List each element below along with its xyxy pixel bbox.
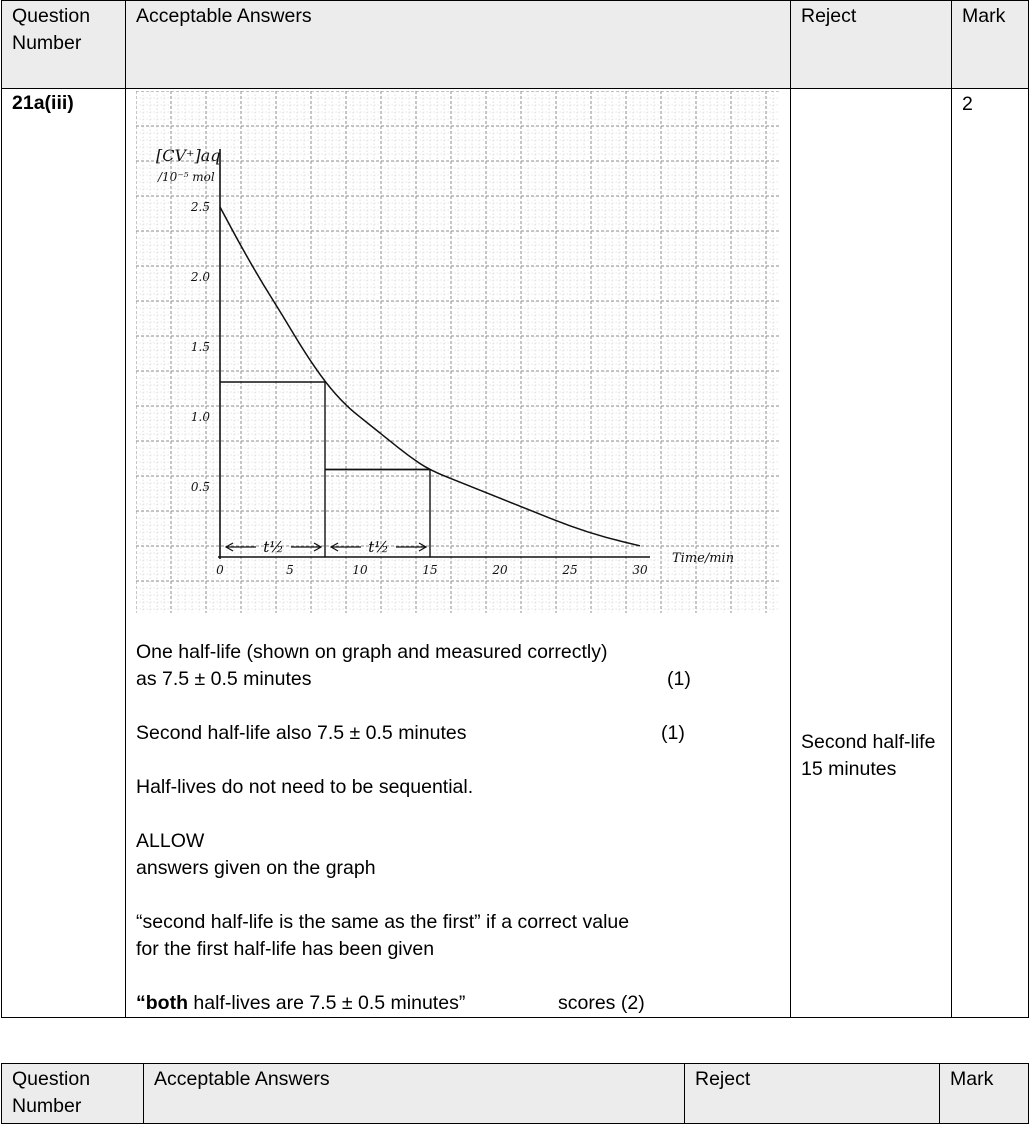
header-question-number: Question Number — [12, 1068, 91, 1117]
answer-para-2 — [136, 720, 780, 747]
header-acceptable-answers: Acceptable Answers — [136, 5, 312, 27]
header-mark: Mark — [962, 5, 1006, 27]
header-row — [2, 1064, 1029, 1124]
header-reject: Reject — [695, 1068, 751, 1090]
y-tick-label: 1.5 — [190, 340, 210, 354]
x-tick-label: 5 — [286, 563, 294, 577]
header-question-number: Question Number — [12, 5, 91, 54]
x-tick-label: 15 — [422, 563, 438, 577]
graph-paper-grid — [136, 91, 779, 613]
header-reject: Reject — [801, 5, 857, 27]
graph-labels — [156, 146, 734, 577]
answer-line: “second half-life is the same as the first” if a correct value — [136, 911, 630, 933]
x-axis-label: Time/min — [672, 551, 735, 566]
x-tick-label: 10 — [352, 563, 368, 577]
answer-para-4 — [136, 828, 780, 882]
y-tick-label: 1.0 — [190, 410, 210, 424]
half-life-construction — [220, 382, 430, 557]
y-axis-label-line2: /10⁻⁵ mol — [158, 170, 215, 184]
question-number: 21a(iii) — [12, 92, 74, 114]
spacer — [136, 693, 780, 720]
spacer — [136, 747, 780, 774]
y-tick-label: 0.5 — [190, 480, 210, 494]
answer-para-3: Half-lives do not need to be sequential. — [136, 776, 474, 798]
y-tick-label: 2.0 — [190, 270, 210, 284]
answer-line — [136, 990, 465, 1017]
half-life-graph — [136, 91, 779, 613]
answer-row — [2, 89, 1029, 1018]
half-life-2-arrow-label: t½ — [368, 538, 389, 556]
mark-allocation: (1) — [661, 722, 685, 744]
answer-line: One half-life (shown on graph and measured correctly) — [136, 641, 608, 663]
emphasis-text: “both — [136, 992, 188, 1014]
answer-para-1 — [136, 639, 780, 693]
spacer — [136, 963, 780, 990]
answer-para-5 — [136, 909, 780, 963]
mark-allocation: (1) — [667, 668, 691, 690]
answer-line-with-mark — [136, 666, 780, 693]
answer-line-rest: half-lives are 7.5 ± 0.5 minutes” — [187, 992, 466, 1014]
header-mark: Mark — [950, 1068, 994, 1090]
x-tick-label: 20 — [492, 563, 508, 577]
y-axis-label-line1: [CV⁺]aq — [156, 146, 221, 165]
x-tick-label: 25 — [562, 563, 578, 577]
spacer — [136, 801, 780, 828]
answer-text — [126, 613, 790, 1017]
mark-value: 2 — [962, 93, 973, 115]
answer-line: as 7.5 ± 0.5 minutes — [136, 668, 312, 690]
score-note: scores (2) — [558, 992, 645, 1014]
reject-answer: Second half-life 15 minutes — [801, 731, 936, 780]
answer-para-6 — [136, 990, 780, 1017]
half-life-1-arrow-label: t½ — [263, 538, 284, 556]
x-tick-label: 0 — [216, 563, 224, 577]
answer-line: for the first half-life has been given — [136, 938, 435, 960]
header-acceptable-answers: Acceptable Answers — [154, 1068, 330, 1090]
spacer — [136, 882, 780, 909]
header-row — [2, 1, 1029, 89]
answer-line: ALLOW — [136, 830, 205, 852]
answer-line: Second half-life also 7.5 ± 0.5 minutes — [136, 722, 467, 744]
x-tick-label: 30 — [632, 563, 648, 577]
answer-line: answers given on the graph — [136, 857, 376, 879]
y-tick-label: 2.5 — [190, 200, 210, 214]
mark-scheme-table-next — [1, 1063, 1029, 1124]
mark-scheme-table — [1, 0, 1029, 1018]
